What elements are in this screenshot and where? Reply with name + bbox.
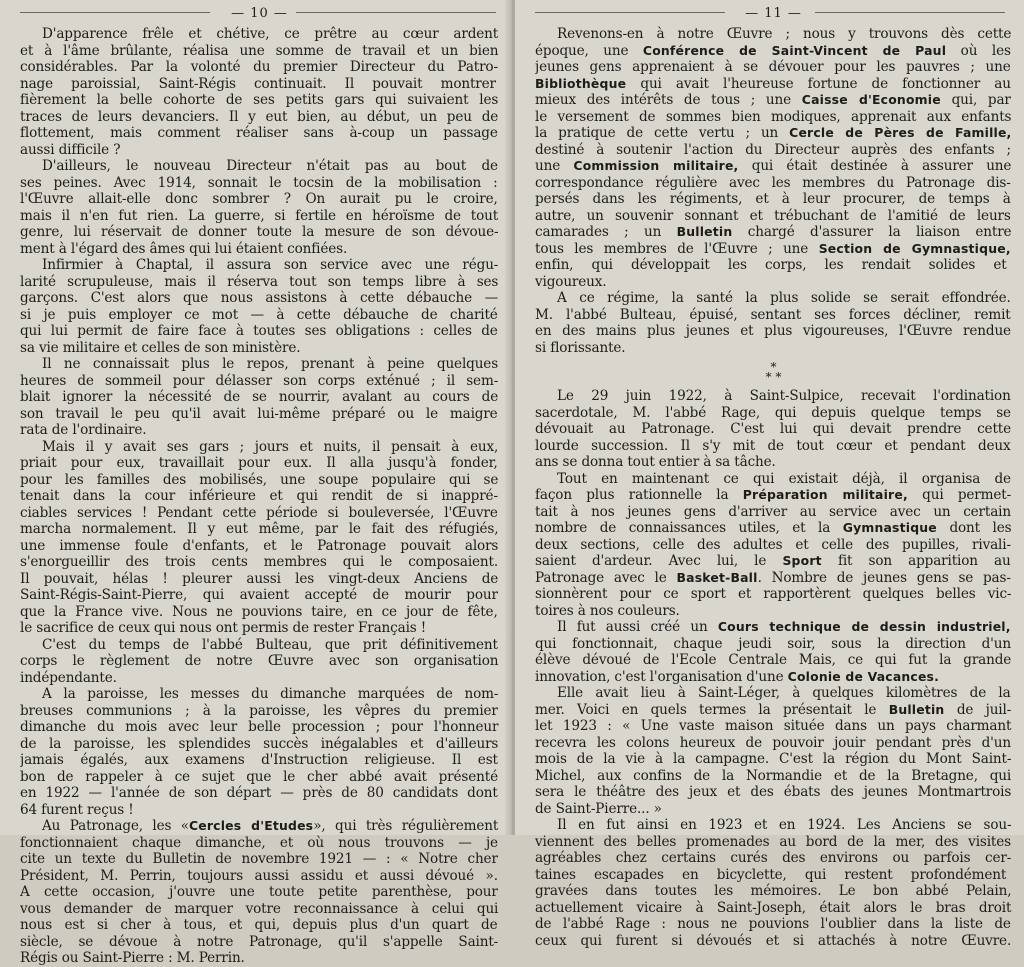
text-line: breuses communions ; à la paroisse, les vêpres du premier bbox=[20, 702, 498, 719]
bold-term: Cercles d'Etudes bbox=[188, 818, 314, 833]
text-line: correspondance régulière avec les membres du Patronage dis- bbox=[535, 174, 1011, 191]
text-line: bon de rappeler à ce sujet que le cher abbé avait présenté bbox=[20, 768, 498, 785]
text-line: s'enorgueillir des trois cents membres qui le composaient. bbox=[20, 554, 499, 570]
bold-term: Préparation militaire, bbox=[742, 487, 908, 502]
text-line: destiné à soutenir l'action du Directeur auprès des enfants ; bbox=[535, 141, 1011, 158]
bold-term: Commission militaire, bbox=[573, 158, 739, 173]
text-line: flottement, mais comment réaliser sans à-coup un passage bbox=[20, 125, 498, 141]
text-line: ses peines. Avec 1914, sonnait le tocsin de la mobilisation : bbox=[20, 174, 498, 191]
text-line: Régis ou Saint-Pierre : M. Perrin. bbox=[20, 950, 245, 966]
text-line: façon plus rationnelle la Préparation militaire, qui permet- bbox=[535, 487, 1012, 503]
text-line: camarades ; un Bulletin chargé d'assurer la liaison entre bbox=[535, 224, 1012, 240]
bold-term: Bibliothèque bbox=[535, 75, 627, 91]
text-line: persés dans les régiments, et à leur procurer, de temps à bbox=[535, 191, 1011, 207]
text-line: sa vie militaire et celles de son ministère. bbox=[20, 339, 301, 356]
bold-term: Sport bbox=[782, 553, 822, 568]
text-line: Michel, aux confins de la Normandie et de la Bretagne, qui bbox=[535, 767, 1012, 784]
text-line: D'apparence frêle et chétive, ce prêtre au cœur ardent bbox=[42, 26, 499, 42]
text-line: si florissante. bbox=[535, 339, 626, 356]
left-page-text bbox=[20, 26, 499, 967]
text-line: tait à nos jeunes gens d'arriver au service avec un certain bbox=[535, 503, 1011, 520]
bold-term: Bulletin bbox=[676, 224, 733, 239]
text-line: de l'abbé Rage : nous ne pouvions l'oublier dans la liste de bbox=[535, 916, 1011, 932]
bold-term: Gymnastique bbox=[911, 240, 1006, 256]
text-line: que la France vive. Nous ne pouvions taire, en ce jour de fête, bbox=[20, 603, 498, 620]
section-break-asterism bbox=[535, 362, 1012, 384]
text-line: jeunes gens apprenaient à se dévouer pour les pauvres ; une bbox=[535, 59, 1011, 75]
asterism-top: * bbox=[770, 360, 777, 374]
text-line: C'est du temps de l'abbé Bulteau, que prit définitivement bbox=[42, 636, 498, 653]
text-line: actuellement vicaire à Saint-Joseph, était alors le bras droit bbox=[535, 899, 1012, 916]
text-line: toires à nos couleurs. bbox=[535, 602, 680, 619]
text-line: mais il n'en fut rien. La guerre, si fertile en héroïsme de tout bbox=[20, 207, 499, 224]
text-line: sacerdotale, M. l'abbé Rage, qui depuis quelque temps se bbox=[535, 404, 1011, 421]
text-line: corps le règlement de notre Œuvre avec son organisation bbox=[20, 653, 499, 669]
text-line: garçons. C'est alors que nous assistons à cette débauche — bbox=[20, 290, 499, 306]
text-line: nage paroissial, Saint-Régis continuait. Il pouvait montrer bbox=[20, 75, 496, 92]
text-line: fonctionnaient chaque dimanche, et où nous trouvons — je bbox=[20, 834, 498, 851]
text-line: Infirmier à Chaptal, il assura son service avec une régu- bbox=[42, 257, 499, 273]
text-line: si je puis employer ce mot — à cette débauche de charité bbox=[20, 306, 498, 323]
text-line: Saint-Régis-Saint-Pierre, qui avaient accepté de mourir pour bbox=[20, 587, 498, 603]
text-line: nous est si cher à tous, et qui, depuis plus d'un quart de bbox=[20, 917, 498, 933]
text-line: A ce régime, la santé la plus solide se serait effondrée. bbox=[557, 290, 1011, 306]
page-number-11: — 11 — bbox=[745, 6, 802, 21]
text-line: mieux des intérêts de tous ; une Caisse d'Economie qui, par bbox=[535, 92, 1011, 108]
text-line: ment à l'égard des âmes qui lui étaient confiées. bbox=[20, 240, 348, 257]
text-line: sera le théâtre des jeux et des ébats des jeunes Montmartrois bbox=[535, 784, 1012, 800]
text-line: D'ailleurs, le nouveau Directeur n'était pas au bout de bbox=[42, 158, 498, 174]
text-line: dévouait au Patronage. C'est lui qui devait prendre cette bbox=[535, 421, 1011, 437]
bold-term: Gymnastique bbox=[842, 520, 937, 535]
bold-term: Basket-Ball bbox=[676, 569, 758, 585]
text-line: fièrement la belle cohorte de ses petits gars qui suivaient les bbox=[20, 92, 499, 108]
text-line: deux sections, celle des adultes et celle des pupilles, rivali- bbox=[535, 536, 1011, 553]
text-line: Tout en maintenant ce qui existait déjà, il organisa de bbox=[557, 470, 1011, 487]
text-line: nombre de connaissances utiles, et la Gymnastique dont les bbox=[535, 520, 1012, 536]
text-line: lourde succession. Il s'y mit de tout cœur et pendant deux bbox=[535, 437, 1011, 454]
text-line: tenait dans la cour inférieure et qui rendit de si inappré- bbox=[20, 488, 498, 504]
bold-term: Section de Gymnastique, bbox=[818, 240, 1011, 256]
right-page-text-part1 bbox=[535, 26, 1012, 356]
text-line: Au Patronage, les «Cercles d'Etudes», qui très régulièrement bbox=[42, 818, 499, 834]
right-page-text-part2 bbox=[535, 388, 1012, 949]
text-line: A cette occasion, j'ouvre une toute petite parenthèse, pour bbox=[20, 884, 498, 900]
asterism-bottom: * * bbox=[765, 370, 782, 384]
text-line: Il pouvait, hélas ! pleurer aussi les vingt-deux Anciens de bbox=[20, 570, 499, 587]
text-line: gravées dans toutes les mémoires. Le bon abbé Pelain, bbox=[535, 883, 1012, 899]
text-line: agréables chez certains curés des environs ou parfois cer- bbox=[535, 850, 1012, 866]
text-line: élève dévoué de l'Ecole Centrale Mais, ce qui fut la grande bbox=[535, 652, 1012, 668]
text-line: rata de l'ordinaire. bbox=[20, 422, 147, 438]
text-line: marcha normalement. Il y eut même, par le fait des réfugiés, bbox=[20, 521, 499, 537]
text-line: innovation, c'est l'organisation d'une Colonie de Vacances. bbox=[535, 668, 940, 685]
text-line: Bibliothèque qui avait l'heureuse fortune de fonctionner au bbox=[535, 75, 1011, 92]
text-line: M. l'abbé Bulteau, épuisé, sentant ses forces décliner, remit bbox=[535, 306, 1011, 323]
bold-term: Colonie de Vacances. bbox=[787, 668, 940, 684]
text-line: ciables services ! Pendant cette période si bouleversée, l'Œuvre bbox=[20, 504, 498, 521]
text-line: pour les familles des mobilisés, une soupe populaire qui se bbox=[20, 471, 499, 488]
text-line: en 1922 — l'année de son départ — près de 80 candidats dont bbox=[20, 785, 498, 801]
text-line: de Saint-Pierre... » bbox=[535, 800, 662, 817]
text-line: qui lui permit de faire face à toutes ses obligations : celles de bbox=[20, 323, 498, 339]
text-line: let 1923 : « Une vaste maison située dans un pays charmant bbox=[535, 718, 1012, 734]
text-line: cite un texte du Bulletin de novembre 1921 — : « Notre cher bbox=[20, 851, 498, 867]
text-line: Président, M. Perrin, toujours aussi assidu et aussi dévoué ». bbox=[20, 867, 498, 884]
text-line: dimanche du mois avec leur belle procession ; pour l'honneur bbox=[20, 719, 499, 735]
text-line: heures de sommeil pour délasser son corps exténué ; il sem- bbox=[20, 372, 499, 389]
text-line: autre, un souvenir sonnant et trébuchant de l'amitié de leurs bbox=[535, 207, 1011, 224]
text-line: en des mains plus jeunes et plus vigoureuses, l'Œuvre rendue bbox=[535, 323, 1011, 339]
page-number-10: — 10 — bbox=[231, 6, 288, 21]
bold-term: Cercle de Pères de Famille, bbox=[789, 125, 1012, 140]
text-line: jamais égalés, aux examens d'Instruction religieuse. Il est bbox=[20, 752, 498, 768]
text-line: la pratique de cette vertu ; un Cercle de Pères de Famille, bbox=[535, 125, 1012, 141]
text-line: recevra les colons heureux de pouvoir jouir pendant près d'un bbox=[535, 734, 1011, 751]
text-line: viennent des belles promenades au bord de la mer, des visites bbox=[535, 833, 1011, 850]
bold-term: Cours technique de dessin industriel, bbox=[717, 619, 1011, 634]
text-line: vous demander de marquer votre reconnaissance à celui qui bbox=[20, 900, 499, 917]
text-line: Il ne connaissait plus le repos, prenant à peine quelques bbox=[42, 356, 499, 372]
text-line: Il fut aussi créé un Cours technique de dessin industriel, bbox=[557, 619, 1011, 635]
text-line: une Commission militaire, qui était destinée à assurer une bbox=[535, 158, 1012, 174]
text-line: genre, lui réservait de donner toute la mesure de son dévoue- bbox=[20, 224, 499, 240]
text-line: de la paroisse, les splendides succès inégalables et d'ailleurs bbox=[20, 735, 499, 752]
bold-term: Conférence de Saint-Vincent de Paul bbox=[642, 42, 947, 58]
text-line: considérables. Par la volonté du premier Directeur du Patro- bbox=[20, 59, 498, 75]
text-line: son travail le peu qu'il avait lui-même préparé ou le maigre bbox=[20, 405, 498, 422]
text-line: tous les membres de l'Œuvre ; une Section de Gymnastique, bbox=[535, 240, 1011, 257]
text-line: enfin, qui développait les corps, les rendait solides et bbox=[535, 257, 1007, 273]
text-line: 64 furent reçus ! bbox=[20, 801, 134, 818]
text-line: larité scrupuleuse, mais il réserva tout son temps libre à ses bbox=[20, 273, 499, 290]
text-line: priait pour eux, travaillait pour eux. Il alla jusqu'à fonder, bbox=[20, 455, 498, 471]
text-line: qui fonctionnait, chaque jeudi soir, sous la direction d'un bbox=[535, 635, 1011, 652]
text-line: sionnèrent pour ce sport et rapportèrent quelques belles vic- bbox=[535, 586, 1012, 602]
text-line: aussi difficile ? bbox=[20, 141, 121, 158]
text-line: époque, une Conférence de Saint-Vincent de Paul où les bbox=[535, 42, 1011, 59]
text-line: Le 29 juin 1922, à Saint-Sulpice, recevait l'ordination bbox=[557, 388, 1011, 404]
text-line: Il en fut ainsi en 1923 et en 1924. Les Anciens se sou- bbox=[557, 817, 1012, 833]
text-line: et à l'âme brûlante, réalisa une somme de travail et un bien bbox=[20, 42, 499, 59]
bold-term: Caisse d'Economie bbox=[801, 92, 941, 107]
text-line: saient d'ardeur. Avec lui, le Sport fit son apparition au bbox=[535, 553, 1011, 569]
folio-rule-right-b bbox=[815, 12, 1005, 13]
text-line: le versement de sommes bien modiques, apprenait aux enfants bbox=[535, 108, 1012, 125]
folio-rule-right-a bbox=[535, 12, 725, 13]
text-line: Patronage avec le Basket-Ball. Nombre de jeunes gens se pas- bbox=[535, 569, 1011, 586]
right-page bbox=[515, 0, 1024, 949]
text-line: l'Œuvre allait-elle donc sombrer ? On aurait pu le croire, bbox=[20, 191, 498, 207]
text-line: traces de leurs devanciers. Il y eut bien, au début, un peu de bbox=[20, 108, 499, 125]
text-line: le sacrifice de ceux qui nous ont permis de rester Français ! bbox=[20, 620, 427, 636]
text-line: une immense foule d'enfants, et le Patronage pouvait alors bbox=[20, 537, 499, 554]
text-line: Elle avait lieu à Saint-Léger, à quelques kilomètres de la bbox=[557, 685, 1011, 701]
bold-term: Bulletin bbox=[888, 701, 945, 717]
text-line: Mais il y avait ses gars ; jours et nuits, il pensait à eux, bbox=[42, 438, 499, 455]
text-line: vigoureux. bbox=[535, 273, 607, 290]
text-line: taines escapades en bicyclette, qui restent profondément bbox=[535, 866, 1007, 883]
text-line: A la paroisse, les messes du dimanche marquées de nom- bbox=[42, 686, 499, 702]
text-line: mois de la vie à la campagne. C'est la région du Mont Saint- bbox=[535, 751, 1012, 767]
text-line: siècle, se dévoue à notre Patronage, qu'il s'appelle Saint- bbox=[20, 933, 499, 950]
text-line: ans se donna tout entier à sa tâche. bbox=[535, 454, 776, 470]
text-line: ceux qui furent si dévoués et si attachés à notre Œuvre. bbox=[535, 932, 1012, 949]
text-line: mer. Voici en quels termes la présentait le Bulletin de juil- bbox=[535, 701, 1012, 718]
folio-rule-left-a bbox=[20, 12, 210, 13]
left-page bbox=[0, 0, 509, 966]
text-line: blait ignorer la nécessité de se nourrir, avalant au cours de bbox=[20, 389, 499, 405]
text-line: indépendante. bbox=[20, 669, 117, 686]
text-line: Revenons-en à notre Œuvre ; nous y trouvons dès cette bbox=[557, 26, 1012, 42]
folio-rule-left-b bbox=[296, 12, 496, 13]
